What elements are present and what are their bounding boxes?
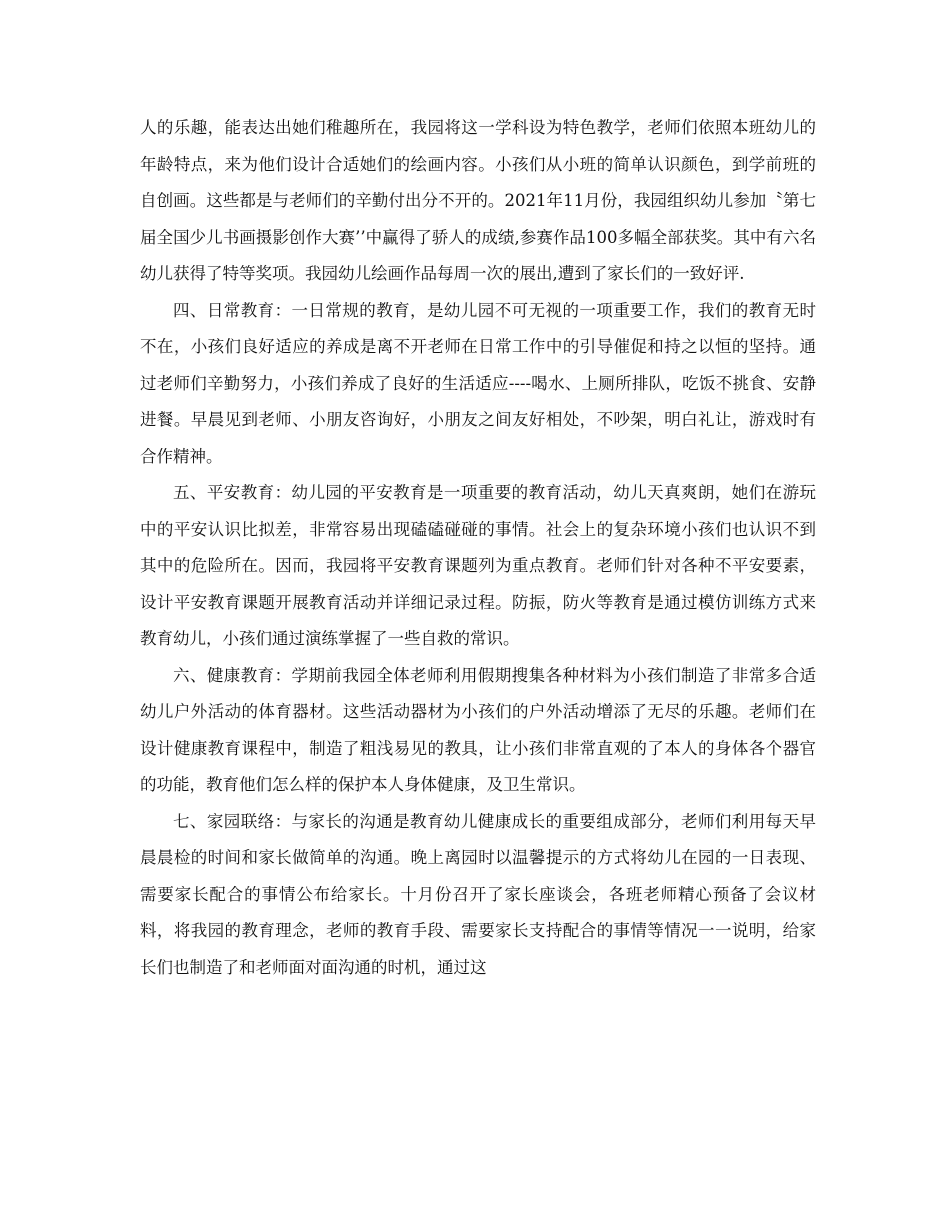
paragraph-home-school-contact: 七、家园联络：与家长的沟通是教育幼儿健康成长的重要组成部分，老师们利用每天早晨晨检的时间和家长做简单的沟通。晚上离园时以温馨提示的方式将幼儿在园的一日表现、需要家长配合的事情公布给家长。十月份召开了家长座谈会，各班老师精心预备了会议材料，将我园的教育理念，老师的教育手段、需要家长支持配合的事情等情况一一说明，给家长们也制造了和老师面对面沟通的时机，通过这 — [140, 811, 816, 977]
paragraph-health-education: 六、健康教育：学期前我园全体老师利用假期搜集各种材料为小孩们制造了非常多合适幼儿户外活动的体育器材。这些活动器材为小孩们的户外活动增添了无尽的乐趣。老师们在设计健康教育课程中，制造了粗浅易见的教具，让小孩们非常直观的了本人的身体各个器官的功能，教育他们怎么样的保护本人身体健康，及卫生常识。 — [140, 665, 816, 794]
body-text — [140, 110, 816, 986]
paragraph-art-education-continued: 人的乐趣，能表达出她们稚趣所在，我园将这一学科设为特色教学，老师们依照本班幼儿的年龄特点，来为他们设计合适她们的绘画内容。小孩们从小班的简单认识颜色，到学前班的自创画。这些都是与老师们的辛勤付出分不开的。2021年11月份，我园组织幼儿参加〝第七届全国少儿书画摄影创作大赛’’中赢得了骄人的成绩,参赛作品100多幅全部获奖。其中有六名幼儿获得了特等奖项。我园幼儿绘画作品每周一次的展出,遭到了家长们的一致好评. — [140, 118, 816, 283]
paragraph-daily-education: 四、日常教育：一日常规的教育，是幼儿园不可无视的一项重要工作，我们的教育无时不在，小孩们良好适应的养成是离不开老师在日常工作中的引导催促和持之以恒的坚持。通过老师们辛勤努力，小孩们养成了良好的生活适应----喝水、上厕所排队，吃饭不挑食、安静进餐。早晨见到老师、小朋友咨询好，小朋友之间友好相处，不吵架，明白礼让，游戏时有合作精神。 — [140, 300, 816, 466]
paragraph-safety-education: 五、平安教育：幼儿园的平安教育是一项重要的教育活动，幼儿天真爽朗，她们在游玩中的平安认识比拟差，非常容易出现磕磕碰碰的事情。社会上的复杂环境小孩们也认识不到其中的危险所在。因而，我园将平安教育课题列为重点教育。老师们针对各种不平安要素，设计平安教育课题开展教育活动并详细记录过程。防振，防火等教育是通过模仿训练方式来教育幼儿，小孩们通过演练掌握了一些自救的常识。 — [140, 483, 816, 648]
